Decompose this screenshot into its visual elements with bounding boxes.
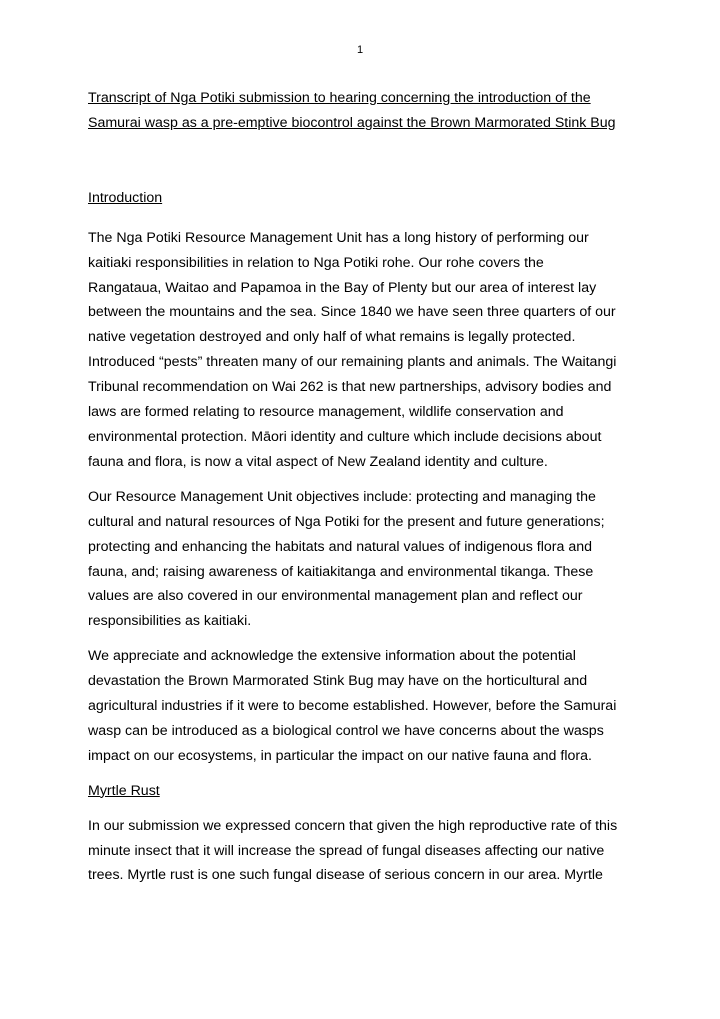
paragraph-line: kaitiaki responsibilities in relation to Nga Potiki rohe. Our rohe covers the	[88, 254, 544, 271]
paragraph	[88, 485, 638, 634]
title-line: Samurai wasp as a pre-emptive biocontrol against the Brown Marmorated Stink Bug	[88, 114, 616, 131]
paragraph-line: environmental protection. Māori identity and culture which include decisions about	[88, 428, 602, 445]
paragraph	[88, 814, 638, 889]
title-line: Transcript of Nga Potiki submission to hearing concerning the introduction of the	[88, 90, 591, 106]
paragraph-line: laws are formed relating to resource management, wildlife conservation and	[88, 404, 564, 421]
paragraph-line: Introduced “pests” threaten many of our remaining plants and animals. The Waitangi	[88, 354, 617, 371]
paragraph-line: Tribunal recommendation on Wai 262 is that new partnerships, advisory bodies and	[88, 379, 612, 396]
section-heading-introduction: Introduction	[88, 189, 163, 206]
page-number: 1	[356, 44, 364, 56]
paragraph-line: trees. Myrtle rust is one such fungal disease of serious concern in our area. Myrtle	[88, 867, 603, 884]
document-title	[88, 86, 638, 136]
paragraph-line: We appreciate and acknowledge the extensive information about the potential	[88, 648, 576, 665]
paragraph-line: cultural and natural resources of Nga Potiki for the present and future generations;	[88, 513, 605, 530]
paragraph-line: Rangataua, Waitao and Papamoa in the Bay of Plenty but our area of interest lay	[88, 279, 597, 296]
section-heading-myrtle-rust: Myrtle Rust	[88, 782, 160, 799]
paragraph-line: The Nga Potiki Resource Management Unit has a long history of performing our	[88, 229, 589, 246]
paragraph-line: Our Resource Management Unit objectives include: protecting and managing the	[88, 488, 596, 505]
paragraph-line: agricultural industries if it were to become established. However, before the Samurai	[88, 698, 617, 715]
paragraph-line: devastation the Brown Marmorated Stink Bug may have on the horticultural and	[88, 673, 588, 690]
paragraph-line: fauna, and; raising awareness of kaitiakitanga and environmental tikanga. These	[88, 563, 594, 580]
paragraph-line: In our submission we expressed concern that given the high reproductive rate of this	[88, 817, 618, 834]
paragraph-line: wasp can be introduced as a biological control we have concerns about the wasps	[88, 722, 604, 739]
paragraph	[88, 226, 638, 475]
paragraph-line: native vegetation destroyed and only half of what remains is legally protected.	[88, 329, 576, 346]
document-body	[88, 86, 638, 888]
paragraph-line: responsibilities as kaitiaki.	[88, 613, 252, 630]
paragraph-line: protecting and enhancing the habitats and natural values of indigenous flora and	[88, 538, 593, 555]
paragraph	[88, 644, 638, 769]
paragraph-line: between the mountains and the sea. Since 1840 we have seen three quarters of our	[88, 304, 616, 321]
paragraph-line: minute insect that it will increase the spread of fungal diseases affecting our native	[88, 842, 605, 859]
paragraph-line: impact on our ecosystems, in particular the impact on our native fauna and flora.	[88, 747, 592, 764]
paragraph-line: values are also covered in our environmental management plan and reflect our	[88, 588, 583, 605]
paragraph-line: fauna and flora, is now a vital aspect of New Zealand identity and culture.	[88, 453, 548, 470]
